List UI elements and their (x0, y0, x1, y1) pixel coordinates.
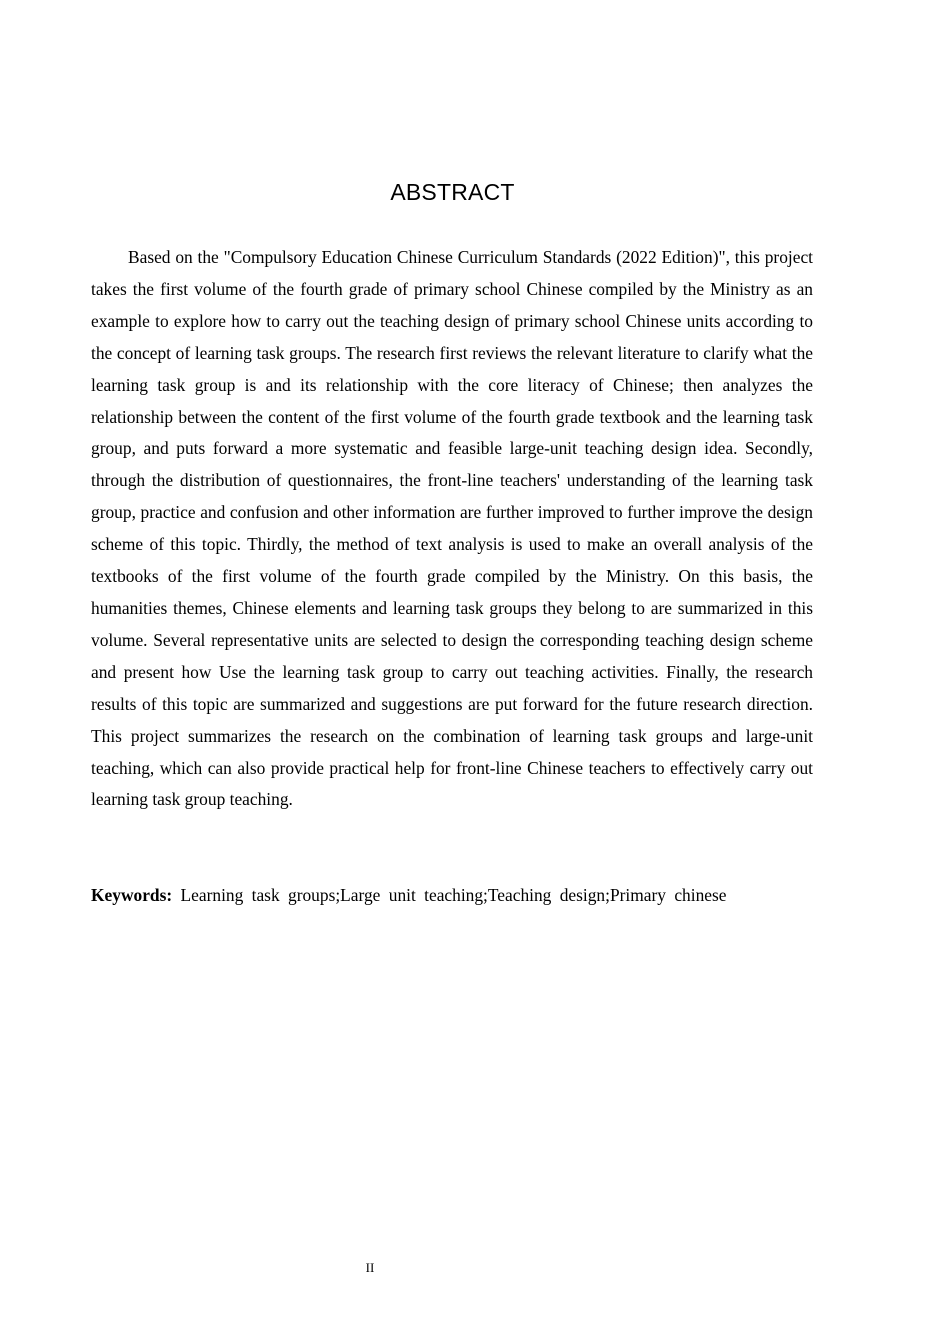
abstract-body: Based on the "Compulsory Education Chinese Curriculum Standards (2022 Edition)", this project takes the first volume of the fourth grade of primary school Chinese compiled by the Ministry as an example to explore how to carry out the teaching design of primary school Chinese units according to the concept of learning task groups. The research first reviews the relevant literature to clarify what the learning task group is and its relationship with the core literacy of Chinese; then analyzes the relationship between the content of the first volume of the fourth grade textbook and the learning task group, and puts forward a more systematic and feasible large-unit teaching design idea. Secondly, through the distribution of questionnaires, the front-line teachers' understanding of the learning task group, practice and confusion and other information are further improved to further improve the design scheme of this topic. Thirdly, the method of text analysis is used to make an overall analysis of the textbooks of the first volume of the fourth grade compiled by the Ministry. On this basis, the humanities themes, Chinese elements and learning task groups they belong to are summarized in this volume. Several representative units are selected to design the corresponding teaching design scheme and present how Use the learning task group to carry out teaching activities. Finally, the research results of this topic are summarized and suggestions are put forward for the future research direction. This project summarizes the research on the combination of learning task groups and large-unit teaching, which can also provide practical help for front-line Chinese teachers to effectively carry out learning task group teaching. (91, 247, 813, 810)
abstract-title: ABSTRACT (390, 179, 515, 205)
keywords-label: Keywords: (91, 885, 173, 905)
keywords-line (91, 880, 813, 912)
page-number: II (365, 1260, 375, 1275)
keywords-text: Learning task groups;Large unit teaching;Teaching design;Primary chinese (180, 885, 727, 905)
